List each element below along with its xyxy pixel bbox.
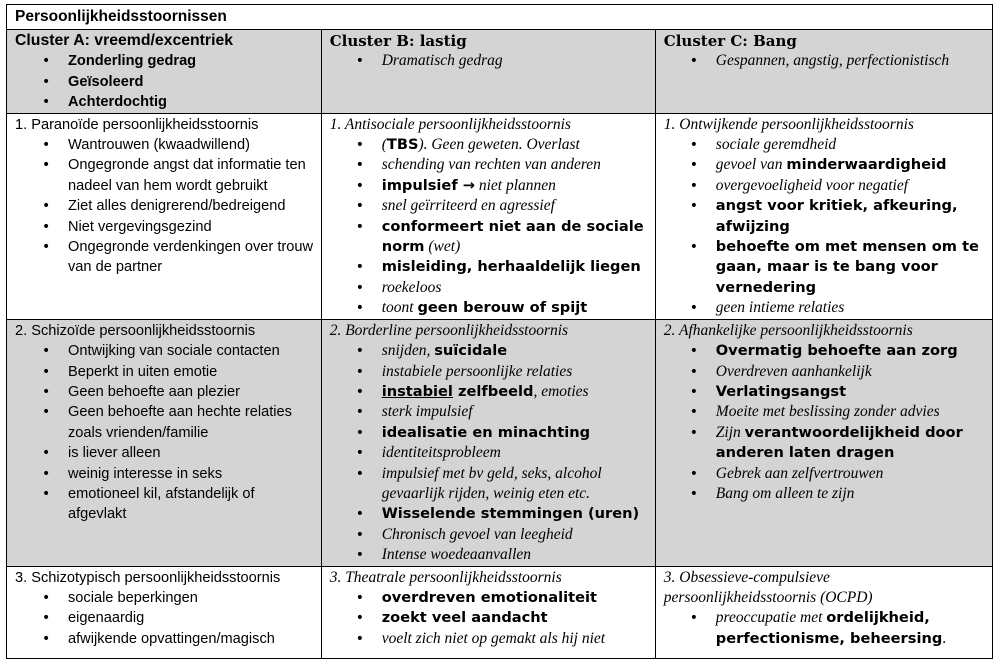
cluster-c-list [664, 51, 986, 71]
item-bold: ordelijkheid, perfectionisme, beheersing [715, 609, 943, 647]
schizotypal-cell [7, 566, 322, 658]
cluster-b-heading: Cluster B: lastig [329, 32, 467, 50]
list-item: • Intense woedeaanvallen [382, 545, 649, 565]
list-item [382, 423, 649, 443]
borderline-list [330, 341, 649, 565]
item-bold: TBS [386, 136, 419, 154]
list-item: • afwijkende opvattingen/magisch [68, 629, 315, 649]
schizotypal-title: 3. Schizotypisch persoonlijkheidsstoornis [15, 569, 281, 586]
item-bold: minderwaardigheid [786, 156, 947, 174]
antisocial-list [330, 135, 649, 319]
list-item: • Overdreven aanhankelijk [716, 362, 986, 382]
list-item [716, 423, 986, 464]
item-bold: geen berouw of spijt [417, 299, 588, 317]
item-bold: misleiding, herhaaldelijk liegen [381, 258, 641, 276]
list-item: • schending van rechten van anderen [382, 155, 649, 175]
schizoid-title: 2. Schizoïde persoonlijkheidsstoornis [15, 322, 256, 339]
item-bold: Overmatig behoefte aan zorg [715, 342, 958, 360]
list-item: • snel geïrriteerd en agressief [382, 196, 649, 216]
item-bold: Wisselende stemmingen (uren) [381, 505, 640, 523]
list-item: • Chronisch gevoel van leegheid [382, 525, 649, 545]
list-item: • Wantrouwen (kwaadwillend) [68, 135, 315, 155]
dependent-cell [655, 319, 992, 566]
histrionic-cell [321, 566, 655, 658]
list-item [716, 608, 986, 649]
antisocial-cell [321, 113, 655, 319]
list-item: • weinig interesse in seks [68, 464, 315, 484]
list-item: • overgevoeligheid voor negatief [716, 176, 986, 196]
item-text: preoccupatie met [715, 609, 827, 627]
list-item: • sterk impulsief [382, 402, 649, 422]
item-text: ( [381, 136, 387, 154]
list-item [382, 588, 649, 608]
list-item [382, 135, 649, 155]
item-bold: idealisatie en minachting [381, 423, 591, 441]
item-bold: suïcidale [434, 342, 508, 360]
list-item: • Ontwijking van sociale contacten [68, 341, 315, 361]
avoidant-title: 1. Ontwijkende persoonlijkheidsstoornis [663, 115, 914, 133]
list-item: • geen intieme relaties [716, 298, 986, 318]
list-item: • sociale geremdheid [716, 135, 986, 155]
list-item: • Moeite met beslissing zonder advies [716, 402, 986, 422]
histrionic-title: 3. Theatrale persoonlijkheidsstoornis [329, 568, 562, 586]
cluster-b-list [330, 51, 649, 71]
list-item: • Geïsoleerd [68, 72, 315, 92]
list-item: • is liever alleen [68, 443, 315, 463]
list-item: • roekeloos [382, 278, 649, 298]
list-item: • Geen behoefte aan plezier [68, 382, 315, 402]
cluster-c-heading: Cluster C: Bang [663, 32, 797, 50]
cluster-a-heading: Cluster A: vreemd/excentriek [15, 32, 234, 49]
list-item: • Niet vergevingsgezind [68, 217, 315, 237]
list-item [382, 341, 649, 361]
list-item: • voelt zich niet op gemakt als hij niet [382, 629, 649, 649]
item-text: toont [381, 299, 418, 317]
cluster-b-cell [321, 30, 655, 114]
avoidant-list [664, 135, 986, 319]
item-text: . [942, 629, 947, 647]
item-text: ). Geen geweten. Overlast [418, 136, 580, 154]
item-text: niet plannen [474, 176, 556, 194]
cluster-c-cell [655, 30, 992, 114]
item-text: (wet) [424, 238, 461, 256]
table-row [7, 566, 993, 658]
ocpd-cell [655, 566, 992, 658]
paranoid-list [15, 135, 315, 278]
list-item [716, 155, 986, 175]
item-bold: zelfbeeld [452, 382, 534, 400]
borderline-cell [321, 319, 655, 566]
list-item: • Dramatisch gedrag [382, 51, 649, 71]
cluster-a-cell [7, 30, 322, 114]
list-item: • Ongegronde verdenkingen over trouw van de partner [68, 237, 315, 278]
list-item: • eigenaardig [68, 608, 315, 628]
histrionic-list [330, 588, 649, 649]
avoidant-cell [655, 113, 992, 319]
dependent-list [664, 341, 986, 504]
item-bold-underlined: instabiel [381, 382, 453, 400]
item-bold: Verlatingsangst [715, 382, 847, 400]
item-bold: angst voor kritiek, afkeuring, afwijzing [715, 197, 958, 235]
list-item: • instabiele persoonlijke relaties [382, 362, 649, 382]
list-item [716, 382, 986, 402]
list-item [716, 196, 986, 237]
list-item [382, 382, 649, 402]
list-item [716, 341, 986, 361]
item-text: Zijn [715, 423, 745, 441]
item-bold: verantwoordelijkheid door anderen laten dragen [715, 423, 963, 462]
table-title: Persoonlijkheidsstoornissen [7, 5, 993, 30]
list-item: • impulsief met bv geld, seks, alcohol gevaarlijk rijden, weinig eten etc. [382, 464, 649, 505]
list-item: • emotioneel kil, afstandelijk of afgevlakt [68, 484, 315, 525]
list-item [382, 504, 649, 524]
antisocial-title: 1. Antisociale persoonlijkheidsstoornis [329, 115, 571, 133]
paranoid-title: 1. Paranoïde persoonlijkheidsstoornis [15, 116, 259, 133]
list-item [382, 298, 649, 318]
list-item: • identiteitsprobleem [382, 443, 649, 463]
list-item [716, 237, 986, 298]
list-item [382, 217, 649, 258]
item-bold: zoekt veel aandacht [381, 609, 548, 627]
ocpd-list [664, 608, 986, 649]
item-bold: impulsief → [381, 176, 475, 194]
table-row [7, 113, 993, 319]
item-text: gevoel van [715, 156, 787, 174]
list-item: • Gespannen, angstig, perfectionistisch [716, 51, 986, 71]
ocpd-title: 3. Obsessieve-compulsieve persoonlijkheidsstoornis (OCPD) [663, 568, 873, 606]
title-row [7, 5, 993, 30]
item-text: snijden, [381, 342, 435, 360]
schizoid-cell [7, 319, 322, 566]
schizoid-list [15, 341, 315, 525]
list-item [382, 608, 649, 628]
list-item: • Zonderling gedrag [68, 51, 315, 71]
list-item: • sociale beperkingen [68, 588, 315, 608]
list-item: • Beperkt in uiten emotie [68, 362, 315, 382]
list-item: • Ziet alles denigrerend/bedreigend [68, 196, 315, 216]
list-item: • Gebrek aan zelfvertrouwen [716, 464, 986, 484]
list-item: • Ongegronde angst dat informatie ten nadeel van hem wordt gebruikt [68, 155, 315, 196]
list-item [382, 176, 649, 196]
schizotypal-list [15, 588, 315, 649]
item-bold: behoefte om met mensen om te gaan, maar is te bang voor vernedering [715, 238, 979, 296]
cluster-a-list [15, 51, 315, 112]
item-bold: overdreven emotionaliteit [381, 588, 597, 606]
list-item: • Achterdochtig [68, 92, 315, 112]
item-bold: conformeert niet aan de sociale norm [381, 217, 644, 256]
list-item: • Geen behoefte aan hechte relaties zoals vrienden/familie [68, 402, 315, 443]
personality-disorders-table [6, 4, 993, 659]
dependent-title: 2. Afhankelijke persoonlijkheidsstoornis [663, 321, 913, 339]
list-item: • Bang om alleen te zijn [716, 484, 986, 504]
list-item [382, 257, 649, 277]
paranoid-cell [7, 113, 322, 319]
borderline-title: 2. Borderline persoonlijkheidsstoornis [329, 321, 569, 339]
cluster-header-row [7, 30, 993, 114]
table-row [7, 319, 993, 566]
item-text: , emoties [533, 382, 589, 400]
